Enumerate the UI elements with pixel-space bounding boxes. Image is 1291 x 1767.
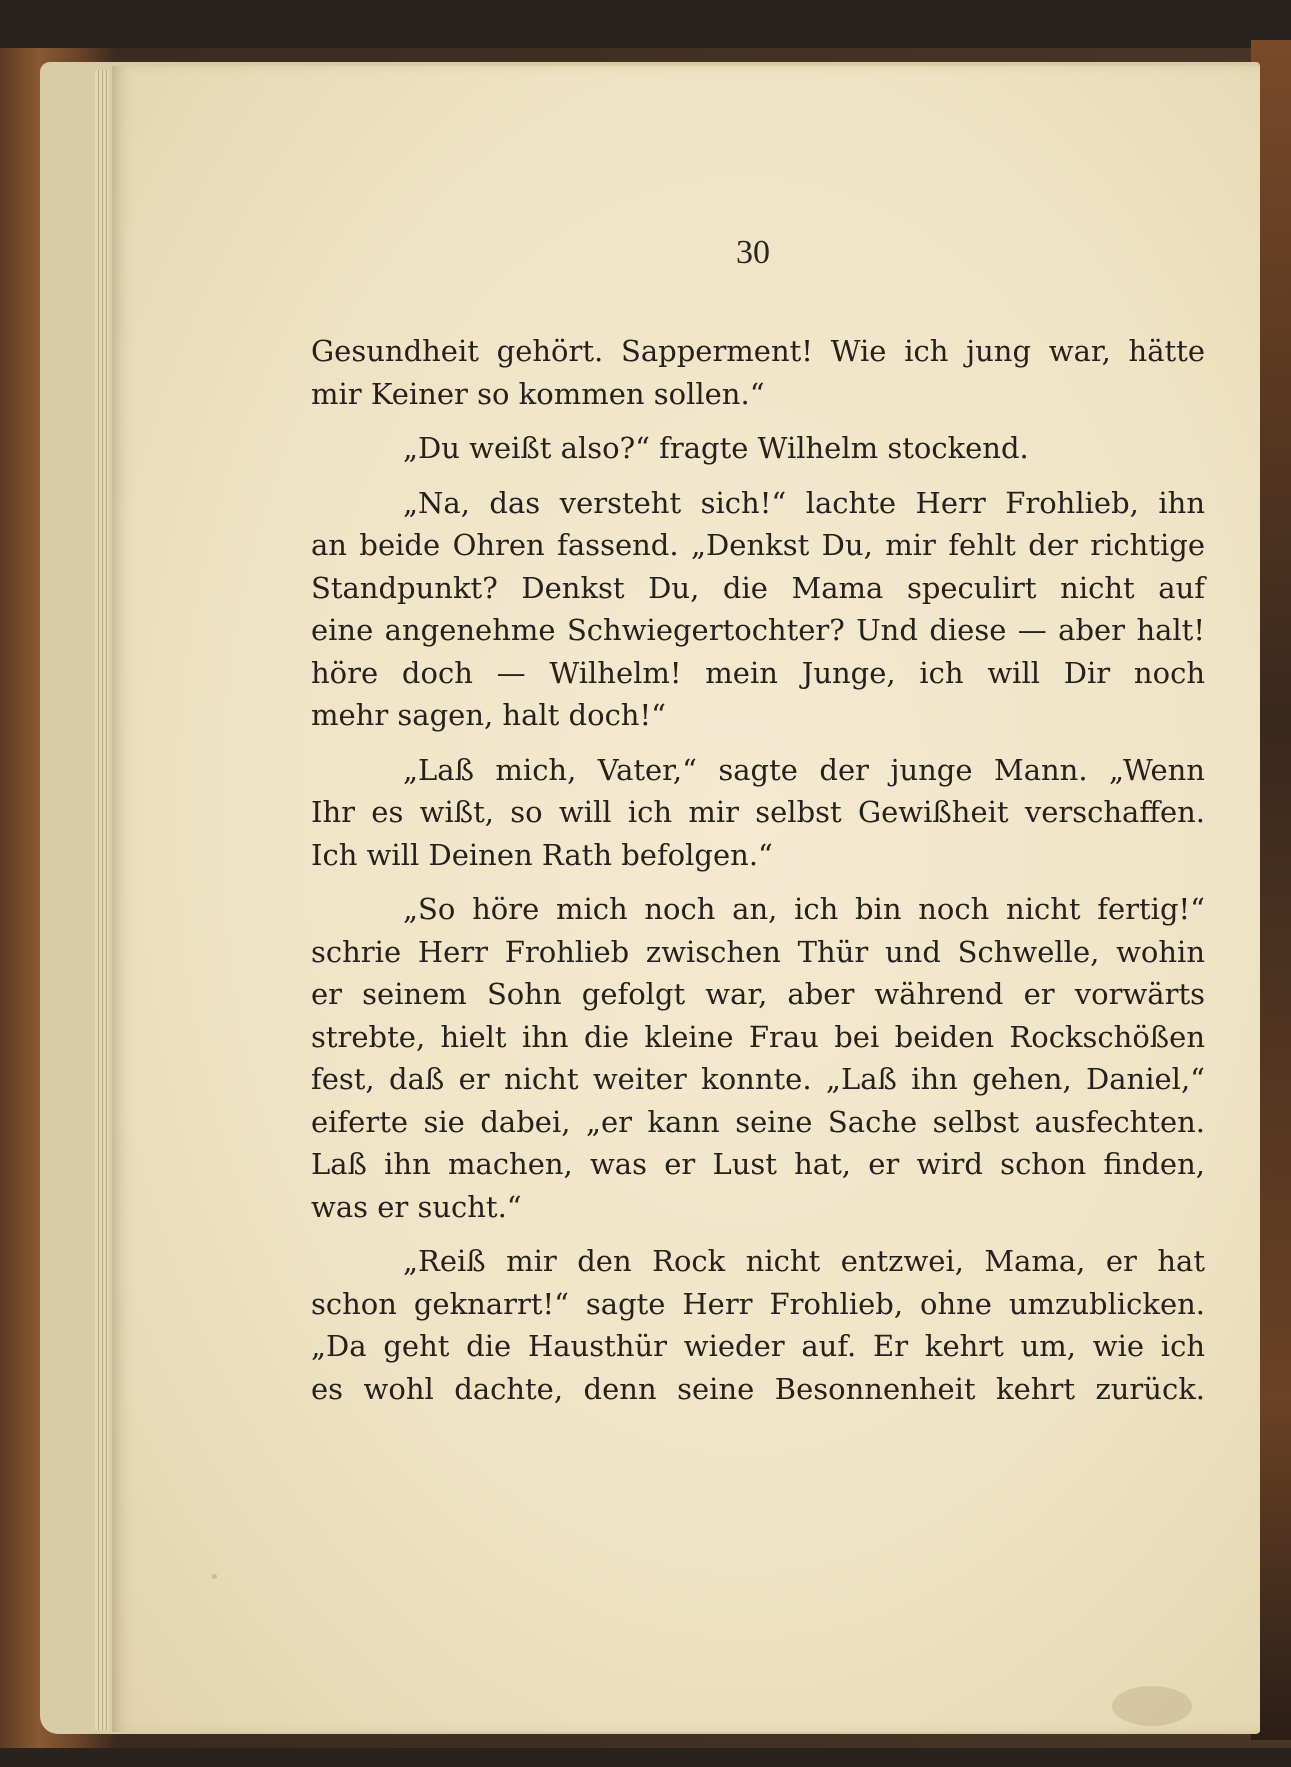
text-line: „So höre mich noch an, ich bin noch nicht fertig!“ — [403, 892, 1205, 926]
text-line: „Reiß mir den Rock nicht entzwei, Mama, er hat — [403, 1244, 1205, 1278]
text-line: höre doch — Wilhelm! mein Junge, ich will Dir noch — [311, 655, 1205, 690]
text-line: „Laß mich, Vater,“ sagte der junge Mann. „Wenn — [403, 752, 1205, 787]
page-edges — [95, 70, 109, 1730]
text-line: Standpunkt? Denkst Du, die Mama speculirt nicht auf — [311, 570, 1205, 605]
text-line: mehr sagen, halt doch!“ — [311, 698, 666, 732]
text-line: strebte, hielt ihn die kleine Frau bei beiden Rockschößen — [311, 1019, 1205, 1054]
text-line: Laß ihn machen, was er Lust hat, er wird schon finden, — [311, 1147, 1205, 1181]
text-line: „Du weißt also?“ fragte Wilhelm stockend. — [403, 431, 1029, 465]
text-line: Gesundheit gehört. Sapperment! Wie ich jung war, hätte — [311, 334, 1205, 368]
paper-spot — [212, 1574, 217, 1579]
text-line: „Da geht die Hausthür wieder auf. Er kehrt um, wie ich — [311, 1329, 1205, 1363]
text-line: eine angenehme Schwiegertochter? Und diese — aber halt! — [311, 613, 1205, 647]
text-line: „Na, das versteht sich!“ lachte Herr Frohlieb, ihn — [403, 485, 1205, 520]
body-text — [311, 330, 1205, 1410]
text-line: eiferte sie dabei, „er kann seine Sache selbst ausfechten. — [311, 1104, 1205, 1139]
text-line: fest, daß er nicht weiter konnte. „Laß ihn gehen, Daniel,“ — [311, 1062, 1205, 1096]
text-line: Ihr es wißt, so will ich mir selbst Gewißheit verschaffen. — [311, 795, 1205, 829]
text-line: schrie Herr Frohlieb zwischen Thür und Schwelle, wohin — [311, 934, 1205, 969]
text-line: er seinem Sohn gefolgt war, aber während er vorwärts — [311, 977, 1205, 1011]
text-line: es wohl dachte, denn seine Besonnenheit kehrt zurück. — [311, 1371, 1205, 1406]
text-line: an beide Ohren fassend. „Denkst Du, mir fehlt der richtige — [311, 528, 1205, 562]
text-line: mir Keiner so kommen sollen.“ — [311, 376, 765, 411]
text-line: Ich will Deinen Rath befolgen.“ — [311, 837, 773, 872]
text-line: schon geknarrt!“ sagte Herr Frohlieb, ohne umzublicken. — [311, 1286, 1205, 1321]
page-number: 30 — [736, 234, 770, 271]
paper-stain — [1112, 1686, 1192, 1726]
text-line: was er sucht.“ — [311, 1189, 522, 1224]
